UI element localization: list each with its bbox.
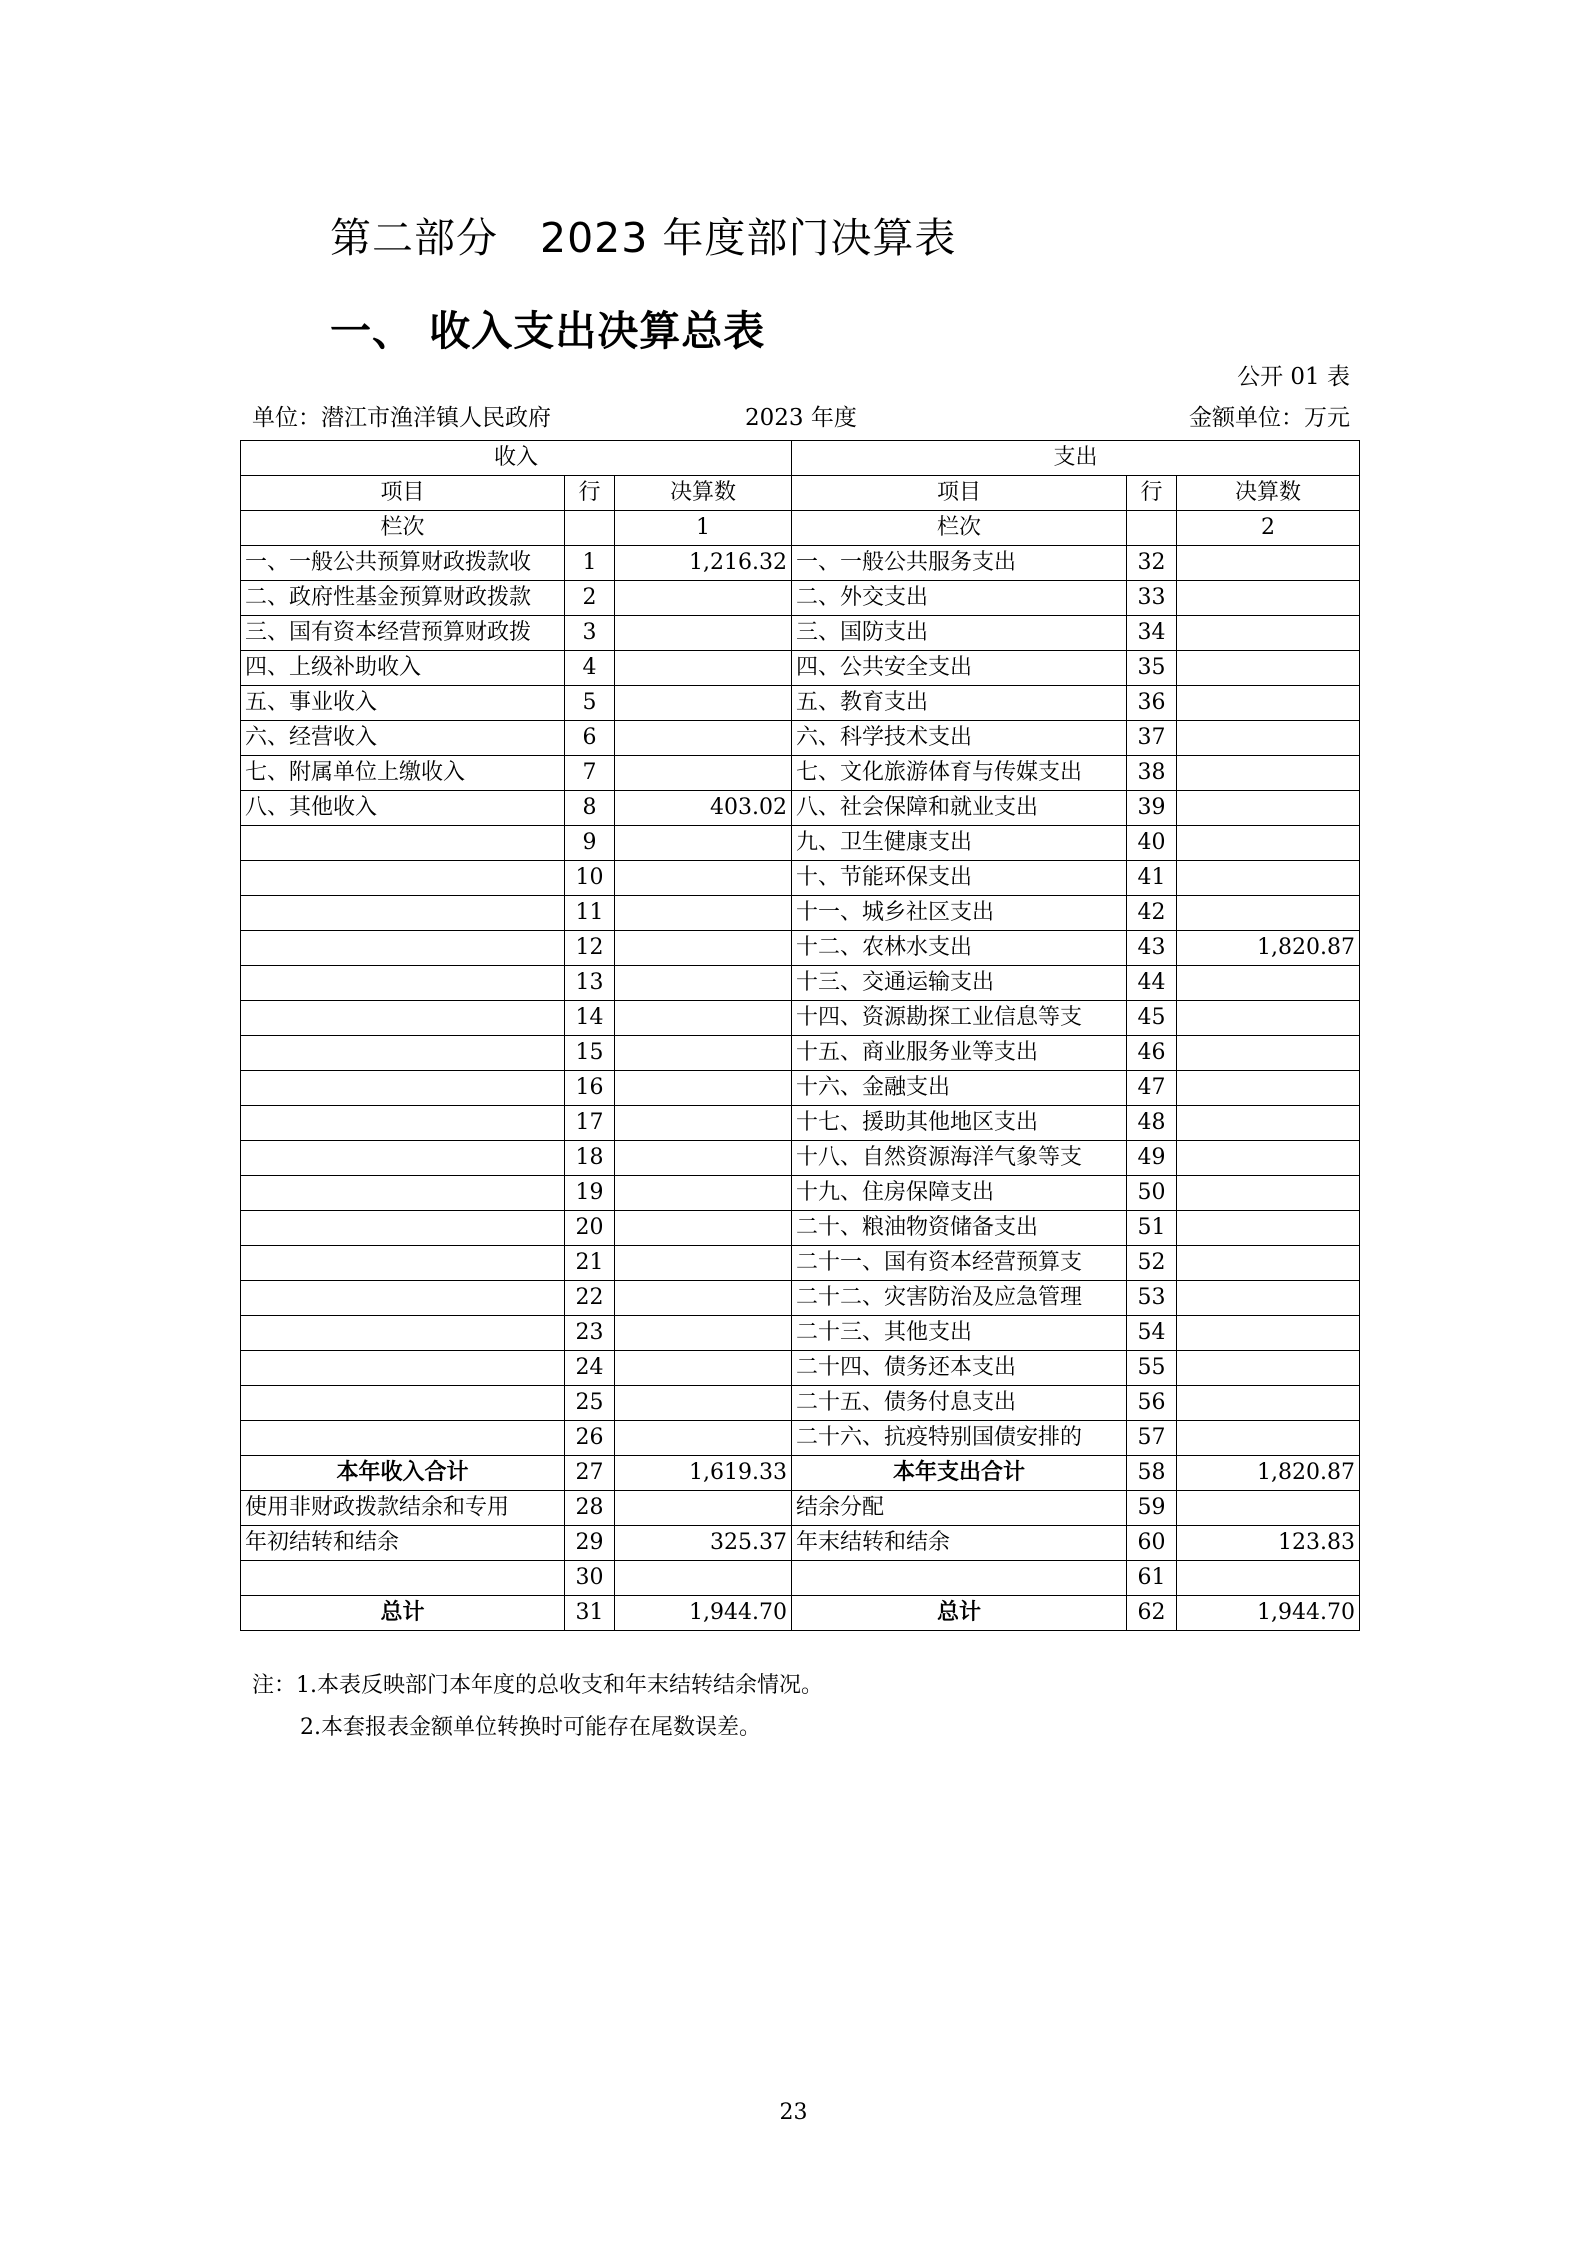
table-row <box>241 791 1360 826</box>
expense-item-cell: 九、卫生健康支出 <box>792 826 1127 861</box>
income-amount-cell <box>615 931 792 966</box>
expense-item-cell: 十四、资源勘探工业信息等支 <box>792 1001 1127 1036</box>
expense-amount-cell <box>1177 546 1360 581</box>
expense-item-cell: 七、文化旅游体育与传媒支出 <box>792 756 1127 791</box>
income-item-cell <box>241 1071 565 1106</box>
income-amount-cell <box>615 1141 792 1176</box>
lanci-income: 栏次 <box>241 511 565 546</box>
income-amount-cell <box>615 616 792 651</box>
expense-row-no-cell: 35 <box>1127 651 1177 686</box>
income-row-no-cell: 27 <box>565 1456 615 1491</box>
income-row-no-cell: 17 <box>565 1106 615 1141</box>
income-row-no-cell: 15 <box>565 1036 615 1071</box>
income-row-no-cell: 22 <box>565 1281 615 1316</box>
expense-amount-cell <box>1177 721 1360 756</box>
income-item-cell <box>241 1281 565 1316</box>
col-item-income: 项目 <box>241 476 565 511</box>
income-row-no-cell: 12 <box>565 931 615 966</box>
income-row-no-cell: 1 <box>565 546 615 581</box>
income-row-no-cell: 24 <box>565 1351 615 1386</box>
income-amount-cell <box>615 581 792 616</box>
form-number: 公开 01 表 <box>1237 364 1350 390</box>
table-row <box>241 1561 1360 1596</box>
col-row-expense: 行 <box>1127 476 1177 511</box>
expense-row-no-cell: 36 <box>1127 686 1177 721</box>
income-row-no-cell: 19 <box>565 1176 615 1211</box>
income-amount-cell: 403.02 <box>615 791 792 826</box>
income-amount-cell <box>615 1491 792 1526</box>
income-row-no-cell: 26 <box>565 1421 615 1456</box>
income-item-cell <box>241 826 565 861</box>
table-row <box>241 1456 1360 1491</box>
table-row <box>241 581 1360 616</box>
table-row <box>241 616 1360 651</box>
expense-item-cell: 一、一般公共服务支出 <box>792 546 1127 581</box>
expense-item-cell: 二十、粮油物资储备支出 <box>792 1211 1127 1246</box>
income-row-no-cell: 28 <box>565 1491 615 1526</box>
expense-row-no-cell: 32 <box>1127 546 1177 581</box>
table-row <box>241 1071 1360 1106</box>
expense-item-cell: 本年支出合计 <box>792 1456 1127 1491</box>
expense-item-cell: 三、国防支出 <box>792 616 1127 651</box>
table-row <box>241 931 1360 966</box>
income-row-no-cell: 14 <box>565 1001 615 1036</box>
expense-item-cell: 八、社会保障和就业支出 <box>792 791 1127 826</box>
income-item-cell: 八、其他收入 <box>241 791 565 826</box>
table-row <box>241 1596 1360 1631</box>
expense-row-no-cell: 41 <box>1127 861 1177 896</box>
expense-item-cell: 二十六、抗疫特别国债安排的 <box>792 1421 1127 1456</box>
income-amount-cell: 1,216.32 <box>615 546 792 581</box>
income-item-cell: 一、一般公共预算财政拨款收 <box>241 546 565 581</box>
income-row-no-cell: 21 <box>565 1246 615 1281</box>
income-item-cell: 使用非财政拨款结余和专用 <box>241 1491 565 1526</box>
income-row-no-cell: 7 <box>565 756 615 791</box>
expense-row-no-cell: 39 <box>1127 791 1177 826</box>
lanci-expense-no: 2 <box>1177 511 1360 546</box>
table-row <box>241 1386 1360 1421</box>
expense-row-no-cell: 62 <box>1127 1596 1177 1631</box>
expense-row-no-cell: 58 <box>1127 1456 1177 1491</box>
expense-item-cell: 年末结转和结余 <box>792 1526 1127 1561</box>
expense-amount-cell <box>1177 791 1360 826</box>
notes <box>252 1665 823 1749</box>
expense-header: 支出 <box>792 441 1360 476</box>
expense-amount-cell <box>1177 1351 1360 1386</box>
page-number: 23 <box>779 2100 808 2125</box>
note-2: 2.本套报表金额单位转换时可能存在尾数误差。 <box>300 1715 761 1740</box>
income-amount-cell <box>615 861 792 896</box>
expense-item-cell: 二十五、债务付息支出 <box>792 1386 1127 1421</box>
income-item-cell <box>241 1176 565 1211</box>
amount-unit-label: 金额单位：万元 <box>1189 405 1350 431</box>
expense-row-no-cell: 52 <box>1127 1246 1177 1281</box>
income-amount-cell <box>615 896 792 931</box>
income-item-cell <box>241 1316 565 1351</box>
income-item-cell <box>241 1141 565 1176</box>
expense-item-cell: 结余分配 <box>792 1491 1127 1526</box>
expense-item-cell: 五、教育支出 <box>792 686 1127 721</box>
expense-row-no-cell: 33 <box>1127 581 1177 616</box>
expense-row-no-cell: 51 <box>1127 1211 1177 1246</box>
table-row <box>241 1316 1360 1351</box>
income-item-cell: 五、事业收入 <box>241 686 565 721</box>
income-amount-cell <box>615 1036 792 1071</box>
expense-amount-cell <box>1177 826 1360 861</box>
expense-amount-cell <box>1177 1246 1360 1281</box>
expense-row-no-cell: 50 <box>1127 1176 1177 1211</box>
expense-amount-cell: 123.83 <box>1177 1526 1360 1561</box>
expense-amount-cell <box>1177 966 1360 1001</box>
table-row <box>241 721 1360 756</box>
expense-row-no-cell: 46 <box>1127 1036 1177 1071</box>
expense-row-no-cell: 57 <box>1127 1421 1177 1456</box>
income-item-cell: 四、上级补助收入 <box>241 651 565 686</box>
col-amount-expense: 决算数 <box>1177 476 1360 511</box>
expense-row-no-cell: 40 <box>1127 826 1177 861</box>
income-row-no-cell: 2 <box>565 581 615 616</box>
table-row <box>241 896 1360 931</box>
income-item-cell <box>241 1106 565 1141</box>
expense-amount-cell: 1,944.70 <box>1177 1596 1360 1631</box>
table-row <box>241 1211 1360 1246</box>
income-amount-cell: 1,619.33 <box>615 1456 792 1491</box>
expense-item-cell: 十、节能环保支出 <box>792 861 1127 896</box>
lanci-income-no: 1 <box>615 511 792 546</box>
expense-amount-cell <box>1177 1421 1360 1456</box>
income-amount-cell: 325.37 <box>615 1526 792 1561</box>
expense-item-cell: 二、外交支出 <box>792 581 1127 616</box>
expense-item-cell: 十六、金融支出 <box>792 1071 1127 1106</box>
income-item-cell <box>241 966 565 1001</box>
income-row-no-cell: 3 <box>565 616 615 651</box>
table-row <box>241 826 1360 861</box>
income-item-cell <box>241 1386 565 1421</box>
table-row <box>241 1351 1360 1386</box>
income-amount-cell <box>615 756 792 791</box>
expense-amount-cell <box>1177 896 1360 931</box>
expense-item-cell: 十五、商业服务业等支出 <box>792 1036 1127 1071</box>
table-row <box>241 1281 1360 1316</box>
income-item-cell: 六、经营收入 <box>241 721 565 756</box>
expense-amount-cell <box>1177 686 1360 721</box>
table-row <box>241 1421 1360 1456</box>
lanci-income-row <box>565 511 615 546</box>
income-amount-cell <box>615 1316 792 1351</box>
expense-row-no-cell: 49 <box>1127 1141 1177 1176</box>
income-amount-cell <box>615 1211 792 1246</box>
income-row-no-cell: 6 <box>565 721 615 756</box>
col-amount-income: 决算数 <box>615 476 792 511</box>
expense-row-no-cell: 44 <box>1127 966 1177 1001</box>
expense-row-no-cell: 53 <box>1127 1281 1177 1316</box>
income-item-cell: 七、附属单位上缴收入 <box>241 756 565 791</box>
expense-row-no-cell: 38 <box>1127 756 1177 791</box>
income-header: 收入 <box>241 441 792 476</box>
income-row-no-cell: 10 <box>565 861 615 896</box>
expense-row-no-cell: 47 <box>1127 1071 1177 1106</box>
income-row-no-cell: 8 <box>565 791 615 826</box>
table-subheader-row <box>241 476 1360 511</box>
table-row <box>241 1526 1360 1561</box>
income-item-cell <box>241 931 565 966</box>
expense-item-cell: 二十一、国有资本经营预算支 <box>792 1246 1127 1281</box>
expense-item-cell: 四、公共安全支出 <box>792 651 1127 686</box>
expense-amount-cell <box>1177 581 1360 616</box>
income-row-no-cell: 23 <box>565 1316 615 1351</box>
income-item-cell <box>241 1561 565 1596</box>
income-item-cell <box>241 896 565 931</box>
expense-item-cell: 六、科学技术支出 <box>792 721 1127 756</box>
income-amount-cell <box>615 1071 792 1106</box>
income-item-cell <box>241 1246 565 1281</box>
income-item-cell <box>241 1211 565 1246</box>
table-row <box>241 546 1360 581</box>
expense-item-cell: 十一、城乡社区支出 <box>792 896 1127 931</box>
income-item-cell: 本年收入合计 <box>241 1456 565 1491</box>
income-row-no-cell: 11 <box>565 896 615 931</box>
income-amount-cell <box>615 1351 792 1386</box>
income-row-no-cell: 20 <box>565 1211 615 1246</box>
table-row <box>241 1141 1360 1176</box>
income-row-no-cell: 5 <box>565 686 615 721</box>
expense-item-cell <box>792 1561 1127 1596</box>
income-amount-cell <box>615 1281 792 1316</box>
meta-row <box>252 399 1350 433</box>
expense-amount-cell <box>1177 1106 1360 1141</box>
expense-item-cell: 十二、农林水支出 <box>792 931 1127 966</box>
income-row-no-cell: 9 <box>565 826 615 861</box>
income-amount-cell <box>615 1386 792 1421</box>
table-row <box>241 1001 1360 1036</box>
expense-amount-cell <box>1177 1036 1360 1071</box>
expense-row-no-cell: 34 <box>1127 616 1177 651</box>
income-row-no-cell: 18 <box>565 1141 615 1176</box>
income-row-no-cell: 29 <box>565 1526 615 1561</box>
lanci-expense-row <box>1127 511 1177 546</box>
income-row-no-cell: 25 <box>565 1386 615 1421</box>
income-item-cell <box>241 1421 565 1456</box>
expense-amount-cell <box>1177 861 1360 896</box>
expense-amount-cell <box>1177 1176 1360 1211</box>
expense-amount-cell <box>1177 1071 1360 1106</box>
income-amount-cell <box>615 1561 792 1596</box>
note-1: 注：1.本表反映部门本年度的总收支和年末结转结余情况。 <box>252 1673 823 1698</box>
income-amount-cell <box>615 1246 792 1281</box>
expense-row-no-cell: 61 <box>1127 1561 1177 1596</box>
table-row <box>241 1106 1360 1141</box>
income-amount-cell <box>615 651 792 686</box>
table-lanci-row <box>241 511 1360 546</box>
expense-item-cell: 十三、交通运输支出 <box>792 966 1127 1001</box>
income-item-cell <box>241 1001 565 1036</box>
expense-row-no-cell: 54 <box>1127 1316 1177 1351</box>
expense-amount-cell <box>1177 1386 1360 1421</box>
expense-amount-cell <box>1177 756 1360 791</box>
expense-amount-cell <box>1177 616 1360 651</box>
expense-amount-cell <box>1177 1281 1360 1316</box>
expense-row-no-cell: 56 <box>1127 1386 1177 1421</box>
expense-item-cell: 十七、援助其他地区支出 <box>792 1106 1127 1141</box>
income-amount-cell <box>615 686 792 721</box>
expense-item-cell: 二十三、其他支出 <box>792 1316 1127 1351</box>
income-item-cell <box>241 1351 565 1386</box>
expense-item-cell: 十八、自然资源海洋气象等支 <box>792 1141 1127 1176</box>
expense-row-no-cell: 60 <box>1127 1526 1177 1561</box>
expense-amount-cell <box>1177 1001 1360 1036</box>
table-row <box>241 1176 1360 1211</box>
income-amount-cell <box>615 826 792 861</box>
income-amount-cell <box>615 1001 792 1036</box>
expense-item-cell: 十九、住房保障支出 <box>792 1176 1127 1211</box>
expense-item-cell: 二十二、灾害防治及应急管理 <box>792 1281 1127 1316</box>
table-row <box>241 966 1360 1001</box>
expense-amount-cell <box>1177 1141 1360 1176</box>
expense-row-no-cell: 42 <box>1127 896 1177 931</box>
income-row-no-cell: 30 <box>565 1561 615 1596</box>
expense-item-cell: 二十四、债务还本支出 <box>792 1351 1127 1386</box>
col-item-expense: 项目 <box>792 476 1127 511</box>
col-row-income: 行 <box>565 476 615 511</box>
expense-row-no-cell: 55 <box>1127 1351 1177 1386</box>
expense-amount-cell: 1,820.87 <box>1177 931 1360 966</box>
income-item-cell: 总计 <box>241 1596 565 1631</box>
expense-amount-cell <box>1177 1491 1360 1526</box>
part-title: 第二部分 2023 年度部门决算表 <box>330 214 957 262</box>
lanci-expense: 栏次 <box>792 511 1127 546</box>
income-amount-cell <box>615 1106 792 1141</box>
unit-label: 单位：潜江市渔洋镇人民政府 <box>252 405 551 431</box>
table-header-row <box>241 441 1360 476</box>
year-label: 2023 年度 <box>745 405 857 431</box>
table-row <box>241 686 1360 721</box>
expense-amount-cell <box>1177 1316 1360 1351</box>
expense-amount-cell: 1,820.87 <box>1177 1456 1360 1491</box>
income-item-cell: 三、国有资本经营预算财政拨 <box>241 616 565 651</box>
expense-row-no-cell: 59 <box>1127 1491 1177 1526</box>
table-row <box>241 1246 1360 1281</box>
expense-row-no-cell: 43 <box>1127 931 1177 966</box>
section-title: 一、 收入支出决算总表 <box>330 307 766 355</box>
income-row-no-cell: 16 <box>565 1071 615 1106</box>
table-row <box>241 1036 1360 1071</box>
expense-amount-cell <box>1177 1561 1360 1596</box>
income-row-no-cell: 4 <box>565 651 615 686</box>
income-item-cell <box>241 1036 565 1071</box>
table-row <box>241 1491 1360 1526</box>
income-item-cell: 二、政府性基金预算财政拨款 <box>241 581 565 616</box>
expense-row-no-cell: 37 <box>1127 721 1177 756</box>
expense-row-no-cell: 48 <box>1127 1106 1177 1141</box>
expense-amount-cell <box>1177 651 1360 686</box>
income-expense-table <box>240 440 1360 1631</box>
income-row-no-cell: 13 <box>565 966 615 1001</box>
income-item-cell <box>241 861 565 896</box>
table-row <box>241 651 1360 686</box>
income-amount-cell <box>615 966 792 1001</box>
table-row <box>241 861 1360 896</box>
income-item-cell: 年初结转和结余 <box>241 1526 565 1561</box>
expense-item-cell: 总计 <box>792 1596 1127 1631</box>
income-amount-cell: 1,944.70 <box>615 1596 792 1631</box>
income-amount-cell <box>615 1421 792 1456</box>
income-amount-cell <box>615 721 792 756</box>
expense-row-no-cell: 45 <box>1127 1001 1177 1036</box>
income-amount-cell <box>615 1176 792 1211</box>
expense-amount-cell <box>1177 1211 1360 1246</box>
income-row-no-cell: 31 <box>565 1596 615 1631</box>
table-row <box>241 756 1360 791</box>
